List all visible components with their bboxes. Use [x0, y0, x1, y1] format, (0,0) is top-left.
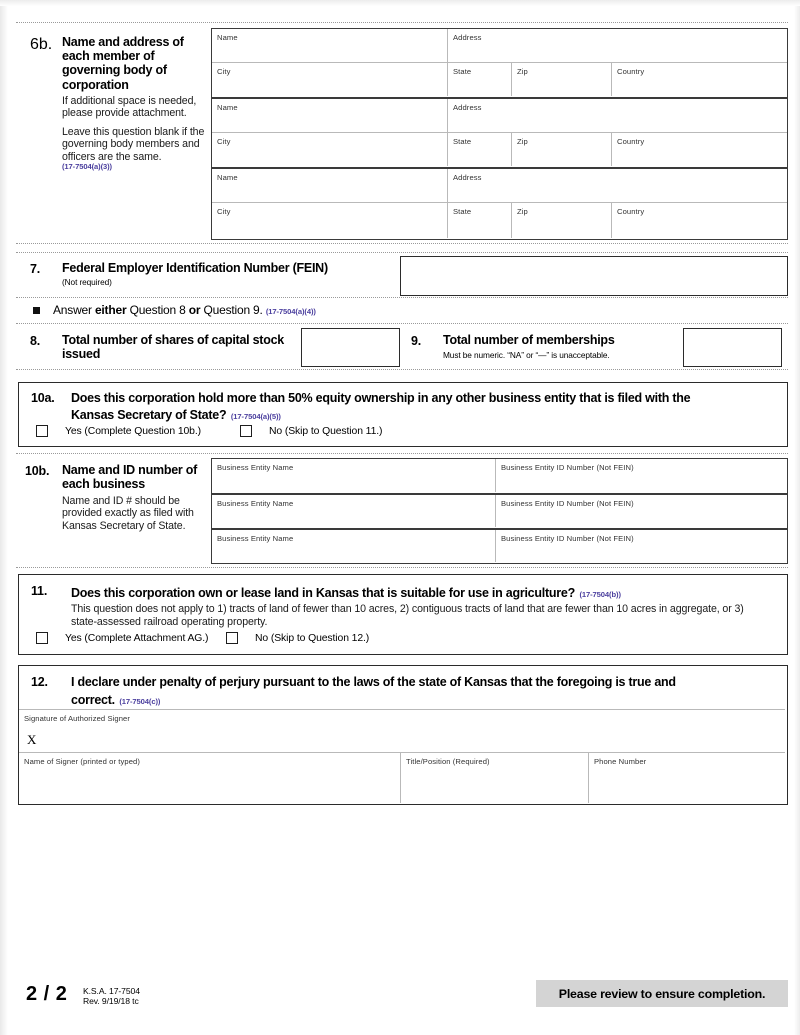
q10b-entity-id-label-3: Business Entity ID Number (Not FEIN)	[501, 534, 634, 543]
page-edge-right	[794, 0, 800, 1035]
q12-name-label: Name of Signer (printed or typed)	[24, 757, 140, 766]
q11-yes-label: Yes (Complete Attachment AG.)	[65, 633, 209, 644]
q10b-entity-row-2	[211, 494, 788, 529]
q6b-address-label-1: Address	[453, 33, 482, 42]
q10a-number: 10a.	[31, 391, 55, 405]
separator-below-8-9	[16, 369, 788, 370]
q10a-container	[18, 382, 788, 447]
q10b-entity-name-label-1: Business Entity Name	[217, 463, 294, 472]
q10b-entity-row-3	[211, 529, 788, 564]
q10a-title-line-1: Does this corporation hold more than 50% equity ownership in any other business entity that is filed with the	[71, 391, 691, 405]
q6b-city-label-3: City	[217, 207, 231, 216]
q11-container	[18, 574, 788, 655]
q10a-no-checkbox[interactable]	[240, 425, 252, 437]
separator-above-7	[16, 243, 788, 244]
page-edge-left	[0, 0, 8, 1035]
q12-signature-label: Signature of Authorized Signer	[24, 714, 131, 723]
q6b-zip-label-3: Zip	[517, 207, 528, 216]
q11-title-wrap	[71, 584, 621, 602]
q10a-title-line-2-wrap	[71, 406, 281, 424]
q7-number: 7.	[30, 262, 41, 276]
q6b-statute-ref: (17-7504(a)(3))	[62, 162, 112, 171]
separator-below-10b	[16, 567, 788, 568]
q6b-zip-label-1: Zip	[517, 67, 528, 76]
q8-title: Total number of shares of capital stock issued	[62, 333, 285, 362]
q6b-title: Name and address of each member of governing body of corporation	[62, 35, 184, 92]
q9-note: Must be numeric. “NA” or “—” is unacceptable.	[443, 350, 610, 360]
separator-above-6b	[16, 22, 788, 23]
q11-number: 11.	[31, 584, 48, 598]
footer-revision: Rev. 9/19/18 tc	[83, 996, 139, 1006]
q6b-name-cell-3[interactable]	[212, 169, 448, 203]
q10b-number: 10b.	[25, 464, 50, 478]
q6b-city-label-1: City	[217, 67, 231, 76]
q12-name-field[interactable]	[19, 753, 401, 803]
q6b-note-2: Leave this question blank if the governing body members and officers are the same.	[62, 126, 205, 163]
separator-above-10b	[16, 453, 788, 454]
q8-shares-input[interactable]	[301, 328, 400, 367]
q12-phone-label: Phone Number	[594, 757, 647, 766]
q6b-zip-label-2: Zip	[517, 137, 528, 146]
footer-statute: K.S.A. 17-7504	[83, 986, 140, 996]
q12-number: 12.	[31, 675, 48, 689]
square-bullet-icon	[33, 307, 40, 314]
q10b-entity-id-cell-1[interactable]	[496, 459, 787, 492]
q10b-entity-id-cell-3[interactable]	[496, 530, 787, 562]
q10b-entity-id-label-2: Business Entity ID Number (Not FEIN)	[501, 499, 634, 508]
q6b-name-cell-1[interactable]	[212, 29, 448, 63]
q9-title: Total number of memberships	[443, 333, 615, 347]
q6b-country-label-3: Country	[617, 207, 645, 216]
q9-memberships-input[interactable]	[683, 328, 782, 367]
signature-x-mark: X	[27, 732, 37, 747]
q10b-entity-row-1	[211, 458, 788, 494]
q11-title: Does this corporation own or lease land in Kansas that is suitable for use in agriculture?	[71, 586, 575, 600]
q10b-entity-name-cell-2[interactable]	[212, 495, 496, 527]
q10a-statute-ref: (17-7504(a)(5))	[230, 412, 281, 421]
q6b-number: 6b.	[30, 36, 53, 53]
q6b-name-label-1: Name	[217, 33, 238, 42]
q6b-zip-cell-2[interactable]	[512, 133, 612, 166]
q7-fein-input[interactable]	[400, 256, 788, 296]
q12-signature-field[interactable]	[19, 709, 785, 753]
q6b-city-cell-3[interactable]	[212, 203, 448, 238]
q6b-country-cell-1[interactable]	[612, 63, 787, 96]
q11-note-line-2: state-assessed railroad operating property.	[71, 616, 268, 628]
answer-either-line	[53, 303, 316, 317]
q6b-address-label-3: Address	[453, 173, 482, 182]
q10b-entity-name-cell-1[interactable]	[212, 459, 496, 492]
page-number: 2 / 2	[26, 983, 68, 1005]
q10b-entity-name-label-3: Business Entity Name	[217, 534, 294, 543]
q9-number: 9.	[411, 334, 422, 348]
q12-statute-ref: (17-7504(c))	[119, 697, 161, 706]
q12-phone-field[interactable]	[589, 753, 785, 803]
q7-title: Federal Employer Identification Number (FEIN)	[62, 261, 328, 275]
q6b-note-1: If additional space is needed, please provide attachment.	[62, 95, 197, 120]
q6b-name-label-2: Name	[217, 103, 238, 112]
q11-no-label: No (Skip to Question 12.)	[255, 633, 370, 644]
q6b-zip-cell-1[interactable]	[512, 63, 612, 96]
q10b-note: Name and ID # should be provided exactly as filed with Kansas Secretary of State.	[62, 495, 194, 532]
q10b-entity-id-cell-2[interactable]	[496, 495, 787, 527]
q6b-city-cell-2[interactable]	[212, 133, 448, 166]
q11-yes-checkbox[interactable]	[36, 632, 48, 644]
q6b-city-label-2: City	[217, 137, 231, 146]
q6b-member-block-2	[211, 98, 788, 168]
q7-note: (Not required)	[62, 277, 112, 287]
separator-below-7	[16, 297, 788, 298]
q6b-state-label-2: State	[453, 137, 472, 146]
q6b-city-cell-1[interactable]	[212, 63, 448, 96]
q6b-member-block-3	[211, 168, 788, 240]
q6b-address-cell-2[interactable]	[448, 99, 787, 133]
q10a-no-label: No (Skip to Question 11.)	[269, 426, 383, 437]
q10b-entity-name-cell-3[interactable]	[212, 530, 496, 562]
q12-title-line-2: correct.	[71, 693, 115, 707]
q6b-address-label-2: Address	[453, 103, 482, 112]
q8-number: 8.	[30, 334, 41, 348]
q6b-zip-cell-3[interactable]	[512, 203, 612, 238]
review-notice-badge: Please review to ensure completion.	[536, 980, 788, 1007]
q10b-entity-id-label-1: Business Entity ID Number (Not FEIN)	[501, 463, 634, 472]
q11-no-checkbox[interactable]	[226, 632, 238, 644]
q10b-entity-name-label-2: Business Entity Name	[217, 499, 294, 508]
answer-either-text-3: Question 9.	[200, 303, 263, 317]
q6b-state-label-1: State	[453, 67, 472, 76]
q10a-title-line-2: Kansas Secretary of State?	[71, 408, 227, 422]
q11-statute-ref: (17-7504(b))	[579, 590, 621, 599]
q12-title-label: Title/Position (Required)	[406, 757, 490, 766]
separator-above-8	[16, 323, 788, 324]
q6b-country-cell-2[interactable]	[612, 133, 787, 166]
q6b-name-cell-2[interactable]	[212, 99, 448, 133]
page-edge-top	[0, 0, 800, 6]
answer-either-text-2: Question 8	[126, 303, 189, 317]
answer-either-statute-ref: (17-7504(a)(4))	[265, 307, 316, 316]
q12-container	[18, 665, 788, 805]
separator-above-7-b	[16, 252, 788, 253]
q10a-yes-label: Yes (Complete Question 10b.)	[65, 426, 202, 437]
q6b-state-label-3: State	[453, 207, 472, 216]
q10a-yes-checkbox[interactable]	[36, 425, 48, 437]
q12-title-line-1: I declare under penalty of perjury pursuant to the laws of the state of Kansas that the foregoing is true and	[71, 675, 676, 689]
q6b-state-cell-1[interactable]	[448, 63, 512, 96]
q6b-state-cell-3[interactable]	[448, 203, 512, 238]
q10b-title: Name and ID number of each business	[62, 463, 198, 492]
q6b-country-label-1: Country	[617, 67, 645, 76]
q6b-member-block-1	[211, 28, 788, 98]
q6b-country-cell-3[interactable]	[612, 203, 787, 238]
answer-either-bold-1: either	[94, 303, 127, 317]
q6b-country-label-2: Country	[617, 137, 645, 146]
q12-title-line-2-wrap	[71, 691, 160, 709]
q6b-name-label-3: Name	[217, 173, 238, 182]
q12-title-field[interactable]	[401, 753, 589, 803]
q6b-address-cell-1[interactable]	[448, 29, 787, 63]
q6b-state-cell-2[interactable]	[448, 133, 512, 166]
answer-either-text-1: Answer	[53, 303, 95, 317]
answer-either-bold-2: or	[188, 303, 201, 317]
q6b-address-cell-3[interactable]	[448, 169, 787, 203]
q11-note-line-1: This question does not apply to 1) tracts of land of fewer than 10 acres, 2) contiguous tracts of land that are fewer than 10 acres in aggregate, or 3)	[71, 603, 744, 615]
